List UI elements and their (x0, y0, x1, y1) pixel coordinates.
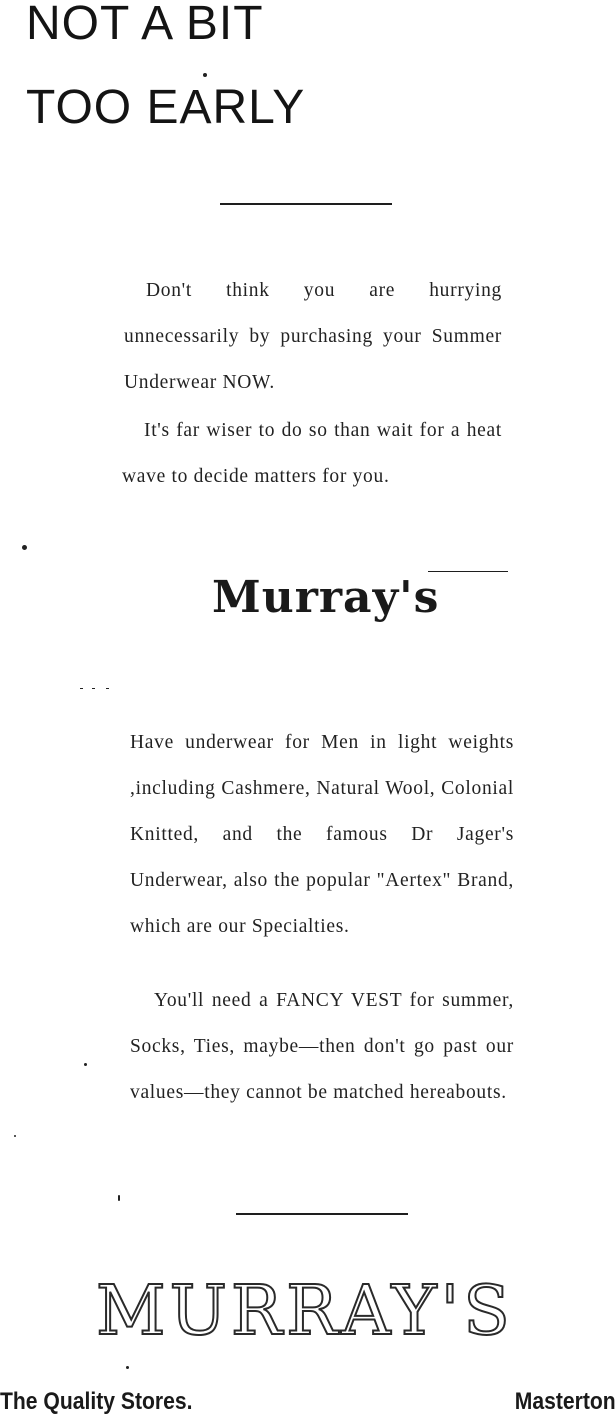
body-paragraph-1: Have underwear for Men in light weights ,including Cashmere, Natural Wool, Colonial Knitted, and the famous Dr Jager's Underwear, also the popular "Aertex" Brand, which are our Specialties. (130, 732, 514, 937)
intro-paragraph-2: It's far wiser to do so than wait for a heat wave to decide matters for you. (122, 420, 502, 487)
brand-name-heading: Murray's (212, 572, 440, 623)
print-speck (203, 73, 207, 77)
divider-bottom (236, 1213, 408, 1215)
footer-location: Masterton (515, 1388, 616, 1415)
footer-tagline: The Quality Stores. (0, 1388, 193, 1415)
print-speck (84, 1063, 87, 1066)
print-speck (92, 688, 95, 689)
print-speck (118, 1195, 120, 1201)
brand-name-footer: MURRAY'S (96, 1272, 514, 1351)
print-speck (126, 1366, 129, 1369)
print-speck (106, 688, 109, 689)
divider-small (428, 571, 508, 572)
print-speck (80, 688, 83, 689)
body-paragraph-2: You'll need a FANCY VEST for summer, Socks, Ties, maybe—then don't go past our values—they cannot be matched hereabouts. (130, 990, 514, 1103)
divider-top (220, 203, 392, 205)
headline-line-1: NOT A BIT (26, 0, 264, 50)
print-speck (14, 1135, 16, 1137)
intro-paragraph-1: Don't think you are hurrying unnecessarily by purchasing your Summer Underwear NOW. (124, 280, 502, 393)
headline-line-2: TOO EARLY (26, 81, 306, 134)
print-speck (22, 545, 27, 550)
